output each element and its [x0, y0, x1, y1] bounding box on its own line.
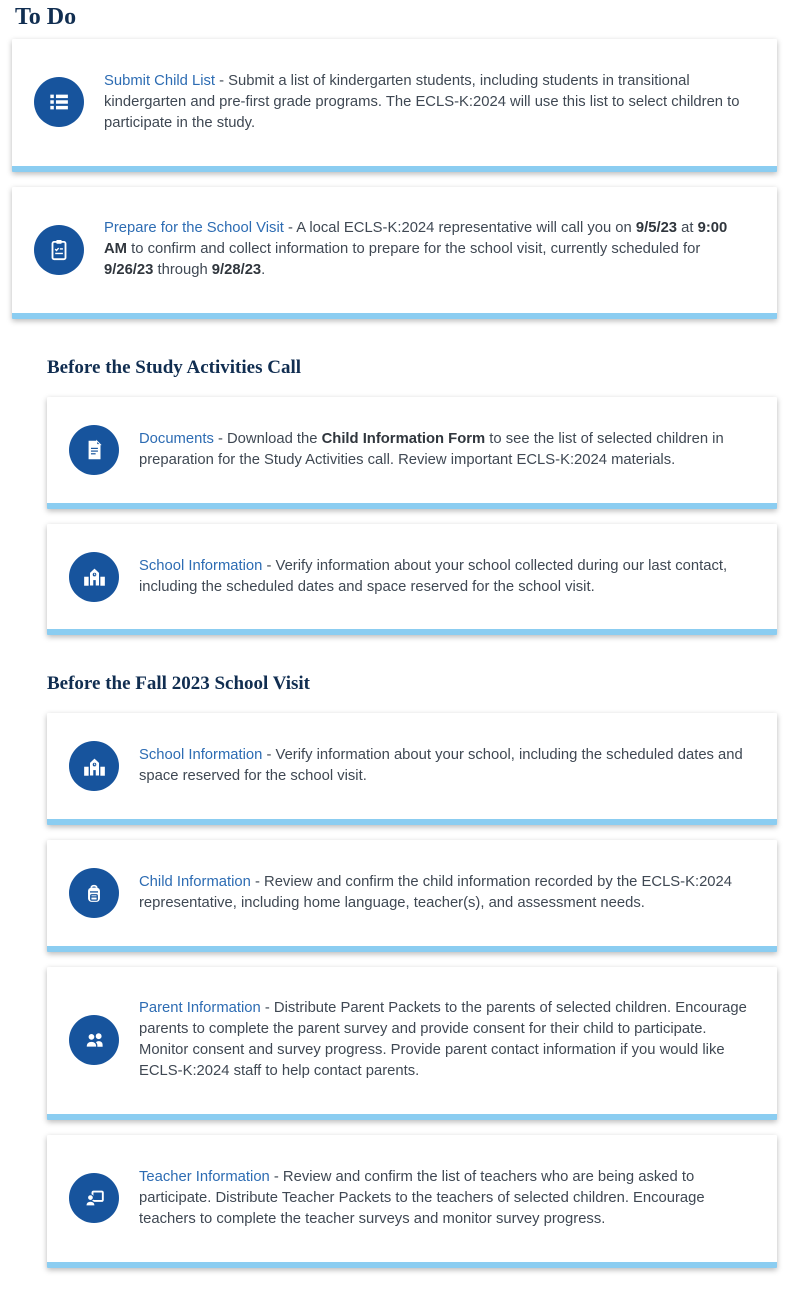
card-text	[139, 429, 751, 471]
desc-segment: - Review and confirm the list of teachers who are being asked to participate. Distribute Teacher Packets to the teachers of selected children. Encourage teachers to complete the teacher surveys and monitor survey progress.	[139, 1168, 705, 1227]
card-title-link[interactable]: Submit Child List	[104, 72, 216, 89]
task-card-prepare-for-the-school-visit	[12, 187, 777, 320]
desc-segment: 9/26/23	[104, 262, 154, 279]
card-text	[139, 556, 751, 598]
desc-segment: to confirm and collect information to prepare for the school visit, currently scheduled for	[127, 241, 701, 258]
section-before-study-activities-call	[0, 357, 789, 635]
desc-segment: 9/5/23	[635, 220, 678, 237]
card-list	[47, 397, 777, 635]
card-text	[139, 1167, 751, 1230]
card-title-link[interactable]: Teacher Information	[139, 1168, 270, 1185]
card-title-link[interactable]: Child Information	[139, 873, 251, 890]
desc-segment: - Submit a list of kindergarten students, including students in transitional kindergarten and pre-first grade programs. The ECLS-K:2024 will use this list to select children to participate in the study.	[104, 72, 740, 131]
desc-segment: 9/28/23	[211, 262, 262, 279]
desc-segment: - Download the	[213, 430, 322, 447]
desc-segment: to see the list of selected children in preparation for the Study Activities call. Review important ECLS-K:2024 materials.	[139, 430, 724, 468]
desc-segment: 9:00 AM	[104, 220, 728, 258]
task-card-school-information	[47, 713, 777, 825]
parents-icon	[69, 1015, 119, 1065]
section-heading: Before the Study Activities Call	[47, 357, 302, 379]
desc-segment: .	[261, 262, 266, 279]
card-list	[47, 713, 777, 1267]
section-todo	[0, 4, 789, 319]
desc-segment: - Verify information about your school collected during our last contact, including the scheduled dates and space reserved for the school visit.	[139, 557, 728, 595]
page-title: To Do	[15, 4, 77, 30]
desc-segment: through	[153, 262, 212, 279]
task-card-school-information	[47, 524, 777, 636]
card-text	[104, 218, 751, 281]
section-before-fall-2023-school-visit	[0, 673, 789, 1267]
bottom-spacer	[0, 1283, 789, 1291]
backpack-icon	[69, 868, 119, 918]
card-title-link[interactable]: Prepare for the School Visit	[104, 220, 284, 237]
list-icon	[34, 77, 84, 127]
task-card-parent-information	[47, 967, 777, 1121]
card-list	[12, 39, 777, 319]
task-card-documents	[47, 397, 777, 509]
section-heading: Before the Fall 2023 School Visit	[47, 673, 310, 695]
card-text	[139, 745, 751, 787]
card-title-link[interactable]: Documents	[139, 430, 214, 447]
card-text	[104, 71, 751, 134]
clipboard-icon	[34, 225, 84, 275]
task-card-child-information	[47, 840, 777, 952]
desc-segment: at	[677, 220, 698, 237]
desc-segment: - A local ECLS-K:2024 representative will call you on	[283, 220, 636, 237]
card-title-link[interactable]: School Information	[139, 557, 263, 574]
school-icon	[69, 741, 119, 791]
document-icon	[69, 425, 119, 475]
teacher-icon	[69, 1173, 119, 1223]
task-card-submit-child-list	[12, 39, 777, 172]
task-card-teacher-information	[47, 1135, 777, 1268]
desc-segment: Child Information Form	[321, 430, 486, 447]
desc-segment: - Verify information about your school, including the scheduled dates and space reserved for the school visit.	[139, 747, 743, 785]
card-text	[139, 872, 751, 914]
school-icon	[69, 552, 119, 602]
card-title-link[interactable]: Parent Information	[139, 1000, 261, 1017]
desc-segment: - Distribute Parent Packets to the parents of selected children. Encourage parents to complete the parent survey and provide consent for their child to participate. Monitor consent and survey progress. Provide parent contact information if you would like ECLS-K:2024 staff to help contact parents.	[139, 1000, 747, 1080]
desc-segment: - Review and confirm the child information recorded by the ECLS-K:2024 representative, including home language, teacher(s), and assessment needs.	[139, 873, 732, 911]
card-text	[139, 998, 751, 1082]
card-title-link[interactable]: School Information	[139, 747, 263, 764]
